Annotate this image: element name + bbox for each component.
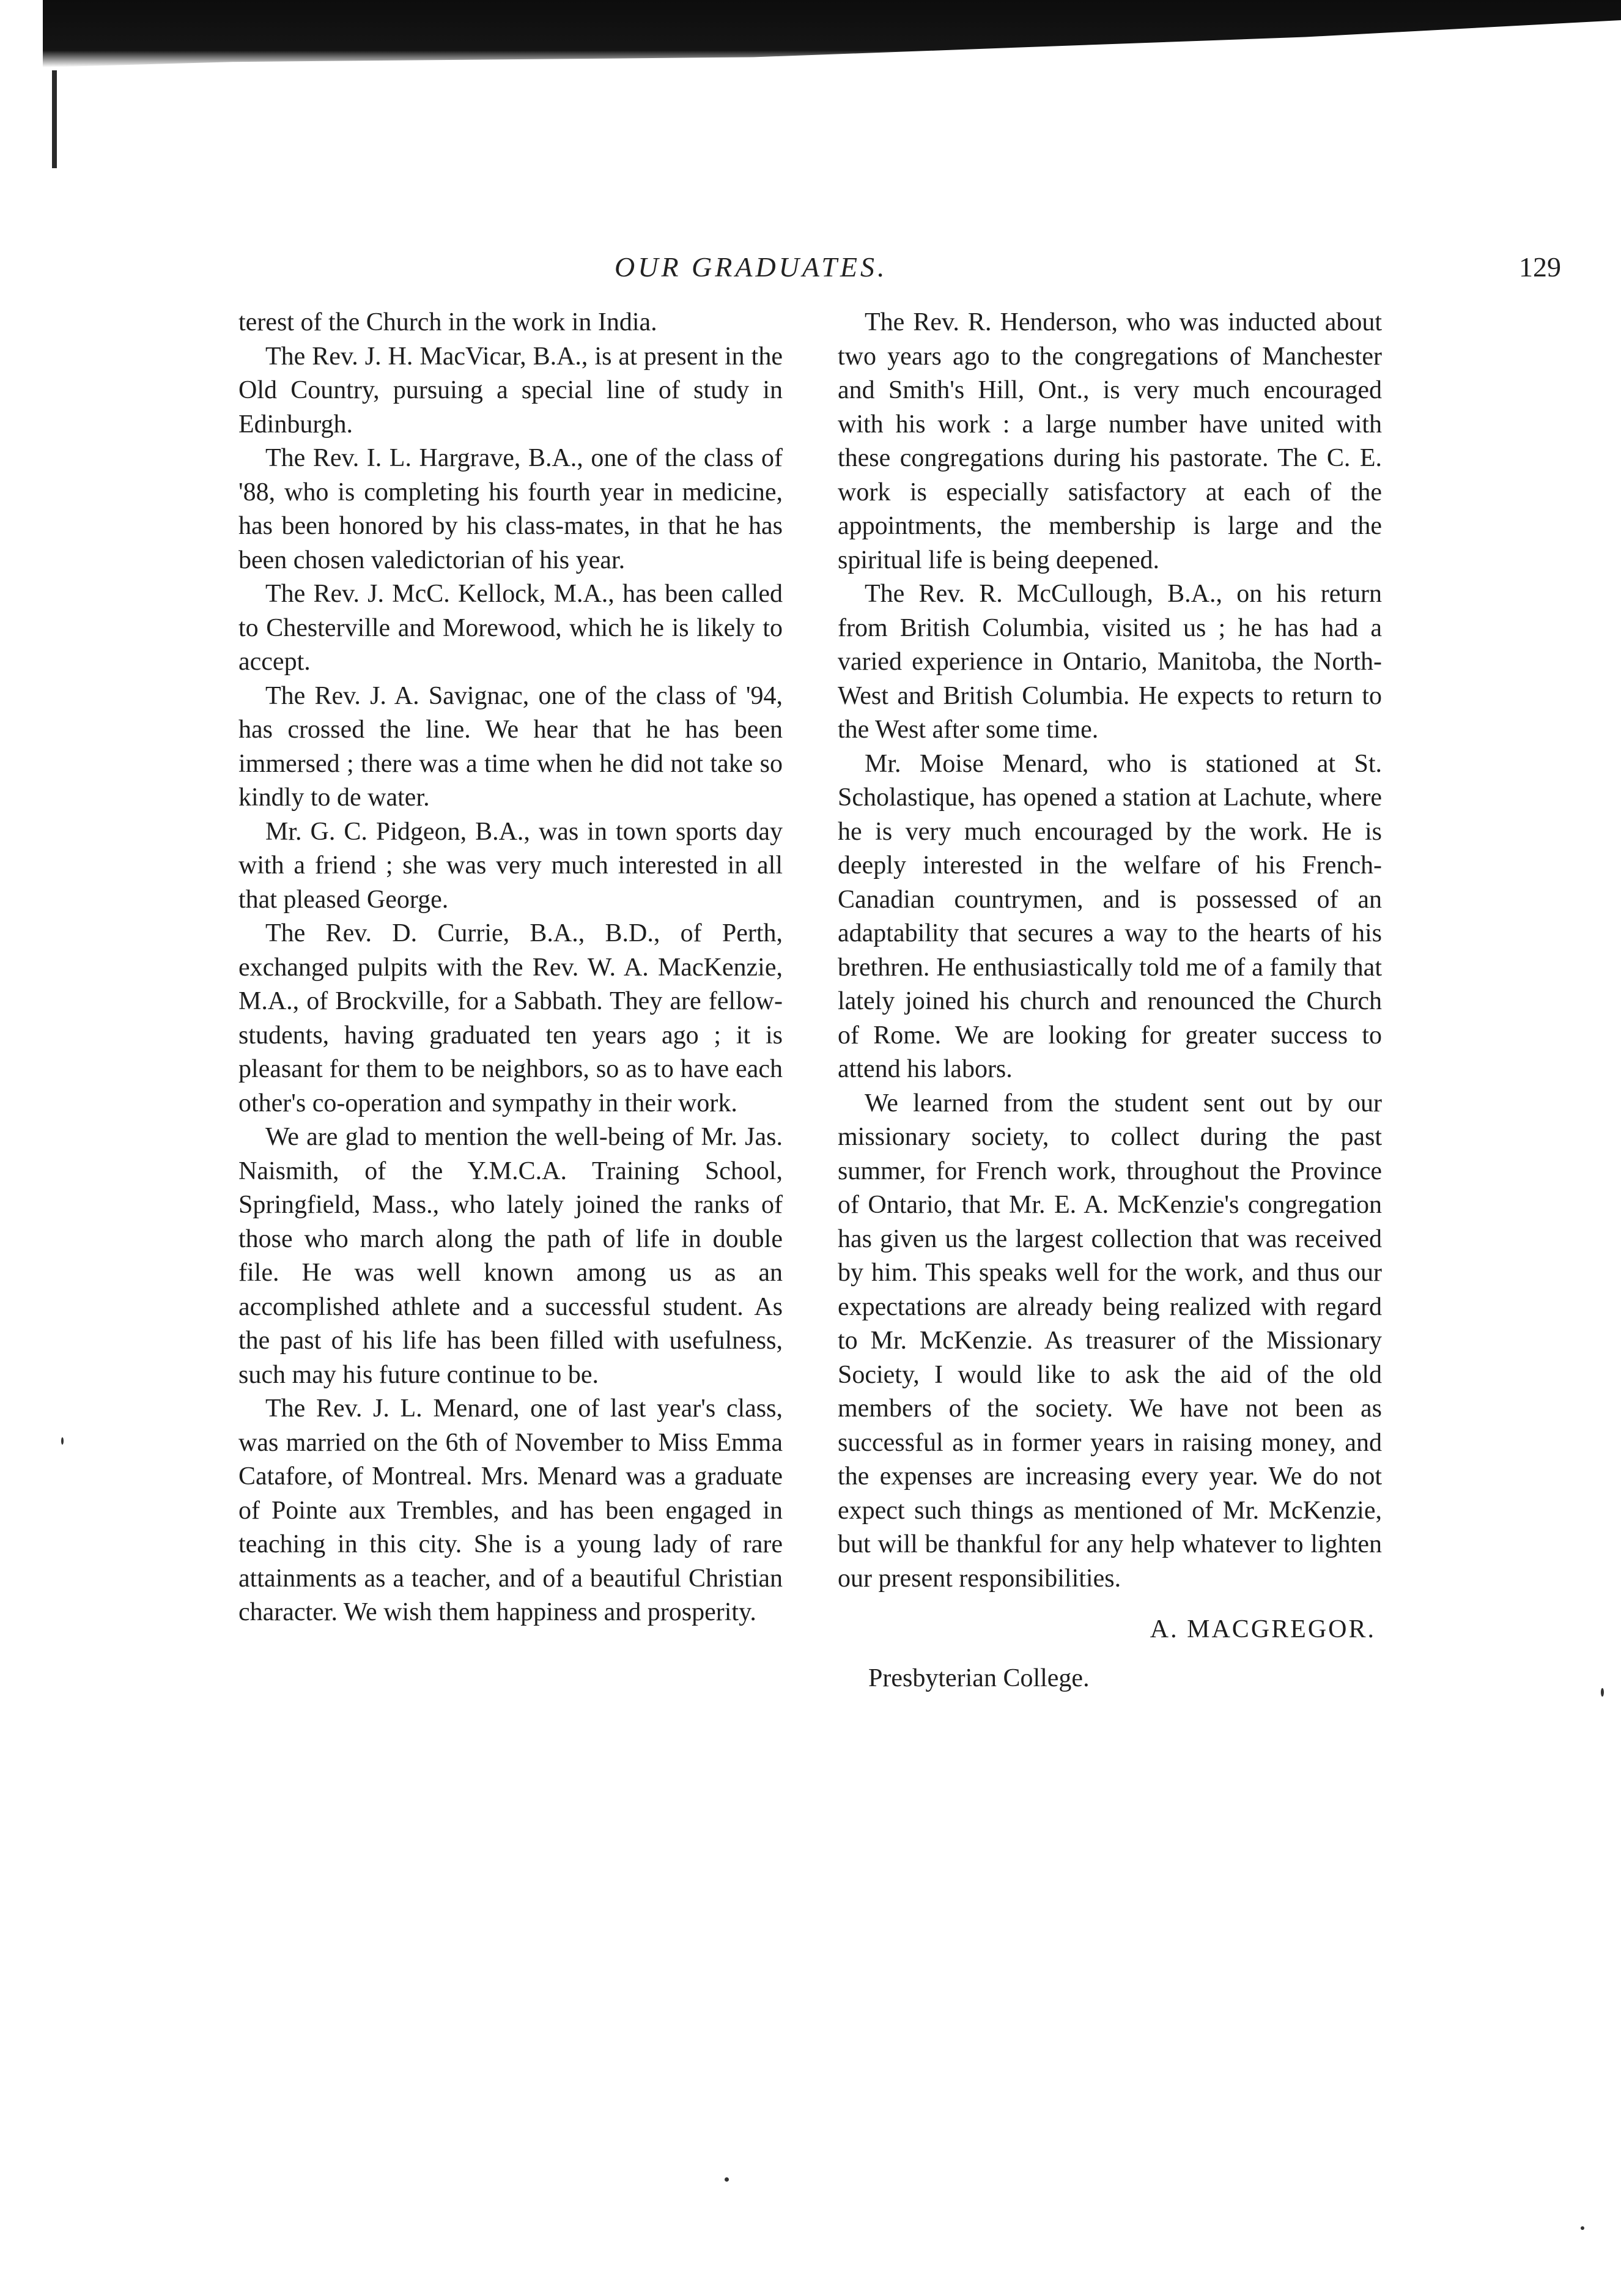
paragraph-hargrave: The Rev. I. L. Hargrave, B.A., one of the class of '88, who is completing his fourth year in medicine, has been honored by his class-mates, in that he has been chosen valedictorian of his year.: [238, 444, 783, 574]
scan-left-border: [52, 70, 57, 168]
scan-speck: [1581, 2226, 1584, 2230]
scan-speck: [61, 1437, 64, 1445]
paragraph-savignac: The Rev. J. A. Savignac, one of the class of '94, has crossed the line. We hear that he has been immersed ; there was a time when he did not take so kindly to de water.: [238, 681, 783, 812]
paragraph-kellock: The Rev. J. McC. Kellock, M.A., has been called to Chesterville and Morewood, which he is likely to accept.: [238, 580, 783, 676]
paragraph-menard-marriage: The Rev. J. L. Menard, one of last year's class, was married on the 6th of November to Miss Emma Catafore, of Montreal. Mrs. Menard was a graduate of Pointe aux Trembles, and has been engaged in teaching in this city. She is a young lady of rare attainments as a teacher, and of a beautiful Christian character. We wish them happiness and prosperity.: [238, 1394, 783, 1626]
paragraph-henderson: The Rev. R. Henderson, who was inducted about two years ago to the congregations of Manchester and Smith's Hill, Ont., is very much encouraged with his work : a large number have united with these congregations during his pastorate. The C. E. work is especially satisfactory at each of the appointments, the membership is large and the spiritual life is being deepened.: [838, 308, 1382, 574]
running-head: [0, 251, 1621, 294]
paragraph-macvicar: The Rev. J. H. MacVicar, B.A., is at present in the Old Country, pursuing a special line of study in Edinburgh.: [238, 342, 783, 439]
text-column-left: [238, 306, 783, 1630]
paragraph-mccullough: The Rev. R. McCullough, B.A., on his return from British Columbia, visited us ; he has had a varied experience in Ontario, Manitoba, the North-West and British Columbia. He expects to return to the West after some time.: [838, 580, 1382, 744]
running-title: OUR GRADUATES.: [615, 251, 888, 283]
text-column-right: [838, 306, 1382, 1695]
page-number: 129: [1519, 251, 1561, 283]
paragraph-moise-menard: Mr. Moise Menard, who is stationed at St. Scholastique, has opened a station at Lachute, where he is very much encouraged by the work. He is deeply interested in the welfare of his French-Canadian countrymen, and is possessed of an adaptability that secures a way to the hearts of his brethren. He enthusiastically told me of a family that lately joined his church and renounced the Church of Rome. We are looking for greater success to attend his labors.: [838, 749, 1382, 1083]
paragraph-pidgeon: Mr. G. C. Pidgeon, B.A., was in town sports day with a friend ; she was very much interested in all that pleased George.: [238, 817, 783, 914]
signature: A. MACGREGOR.: [1150, 1615, 1376, 1643]
scan-speck: [725, 2177, 729, 2182]
paragraph-currie: The Rev. D. Currie, B.A., B.D., of Perth, exchanged pulpits with the Rev. W. A. MacKenzie, M.A., of Brockville, for a Sabbath. They are fellow-students, having graduated ten years ago ; it is pleasant for them to be neighbors, so as to have each other's co-operation and sympathy in their work.: [238, 919, 783, 1117]
affiliation: Presbyterian College.: [868, 1664, 1090, 1692]
scan-speck: [1601, 1688, 1604, 1697]
paragraph-continued: terest of the Church in the work in India.: [238, 308, 657, 336]
paragraph-naismith: We are glad to mention the well-being of Mr. Jas. Naismith, of the Y.M.C.A. Training School, Springfield, Mass., who lately joined the ranks of those who march along the path of life in double file. He was well known among us as an accomplished athlete and a successful student. As the past of his life has been filled with usefulness, such may his future continue to be.: [238, 1123, 783, 1389]
scan-dark-border: [43, 0, 1621, 67]
paragraph-missionary-society: We learned from the student sent out by our missionary society, to collect during the past summer, for French work, throughout the Province of Ontario, that Mr. E. A. McKenzie's congregation has given us the largest collection that was received by him. This speaks well for the work, and thus our expectations are already being realized with regard to Mr. McKenzie. As treasurer of the Missionary Society, I would like to ask the aid of the old members of the society. We have not been as successful as in former years in raising money, and the expenses are increasing every year. We do not expect such things as mentioned of Mr. McKenzie, but will be thankful for any help whatever to lighten our present responsibilities.: [838, 1089, 1382, 1593]
